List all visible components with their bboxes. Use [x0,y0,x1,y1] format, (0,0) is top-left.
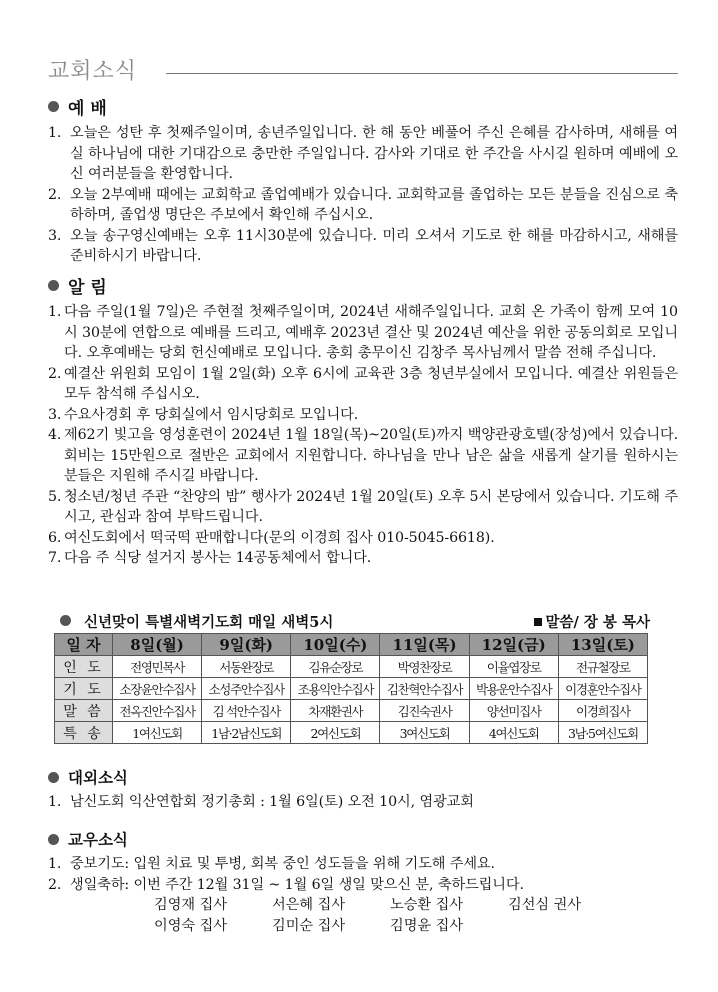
birthday-names [154,895,678,936]
external-heading [48,766,678,788]
column-header: 13일(토) [558,634,647,656]
table-cell: 소성주안수집사 [202,678,291,700]
table-cell: 이율엽장로 [469,656,558,678]
table-header-row [55,634,648,656]
list-item-text: 수요사경회 후 당회실에서 임시당회로 모입니다. [64,406,359,423]
list-item: 4. 제62기 빛고을 영성훈련이 2024년 1월 18일(목)~20일(토)까지 백양관광호텔(장성)에서 있습니다. 회비는 15만원으로 절반은 교회에서 지원합니다. 하나님을 만나 남은 삶을 새롭게 살기를 원하시는 분들은 지원해 주시길 바랍니다. [48,425,678,487]
table-cell: 1여신도회 [113,722,202,744]
bullet-icon [48,280,59,291]
list-item-text: 청소년/청년 주관 “찬양의 밤” 행사가 2024년 1월 20일(토) 오후 5시 본당에서 있습니다. 기도해 주시고, 관심과 참여 부탁드립니다. [64,488,678,525]
table-cell: 김진숙권사 [380,700,469,722]
list-item: 3. 수요사경회 후 당회실에서 임시당회로 모입니다. [48,405,678,426]
list-item-text: 제62기 빛고을 영성훈련이 2024년 1월 18일(목)~20일(토)까지 백양관광호텔(장성)에서 있습니다. 회비는 15만원으로 절반은 교회에서 지원합니다. 하나님을 만나 남은 삶을 새롭게 살기를 원하시는 분들은 지원해 주시길 바랍니다. [64,427,678,484]
table-cell: 박영찬장로 [380,656,469,678]
birthday-name: 노승환 집사 [390,897,464,913]
birthday-name: 김선심 권사 [508,897,582,913]
column-header: 일 자 [55,634,113,656]
list-item: 5. 청소년/청년 주관 “찬양의 밤” 행사가 2024년 1월 20일(토) 오후 5시 본당에서 있습니다. 기도해 주시고, 관심과 참여 부탁드립니다. [48,487,678,528]
members-heading-label: 교우소식 [68,830,128,849]
table-cell: 조용익안수집사 [291,678,380,700]
bullet-icon [60,615,71,626]
table-cell: 3여신도회 [380,722,469,744]
page-title: 교회소식 [48,59,138,84]
table-cell: 김 석안수집사 [202,700,291,722]
row-label: 말 씀 [55,700,113,722]
row-label: 인 도 [55,656,113,678]
list-item: 2. 오늘 2부예배 때에는 교회학교 졸업예배가 있습니다. 교회학교를 졸업하는 모든 분들을 진심으로 축하하며, 졸업생 명단은 주보에서 확인해 주십시오. [48,185,678,226]
list-item: 1. 오늘은 성탄 후 첫째주일이며, 송년주일입니다. 한 해 동안 베풀어 주신 은혜를 감사하며, 새해를 여실 하나님에 대한 기대감으로 충만한 주일입니다. 감사와 기대로 한 주간을 사시길 원하며 예배에 오신 여러분들을 환영합니다. [48,123,678,185]
external-list [48,792,678,813]
table-cell: 이경훈안수집사 [558,678,647,700]
schedule-title: 신년맞이 특별새벽기도회 매일 새벽5시 [84,614,334,631]
table-cell: 박용운안수집사 [469,678,558,700]
members-section [48,828,678,936]
birthday-name: 이영숙 집사 [154,917,228,934]
list-item: 6. 여신도회에서 떡국떡 판매합니다(문의 이경희 집사 010-5045-6618). [48,528,678,549]
list-item-text: 생일축하: 이번 주간 12월 31일 ~ 1월 6일 생일 맞으신 분, 축하드립니다. [70,876,524,893]
members-list [48,854,678,895]
schedule-header [60,611,650,631]
list-item: 1. 중보기도: 입원 치료 및 투병, 회복 중인 성도들을 위해 기도해 주세요. [48,854,678,875]
notice-list [48,302,678,569]
list-item-text: 다음 주일(1월 7일)은 주현절 첫째주일이며, 2024년 새해주일입니다. 교회 온 가족이 함께 모여 10시 30분에 연합으로 예배를 드리고, 예배후 2023년 결산 및 2024년 예산을 위한 공동의회로 모입니다. 오후예배는 당회 헌신예배로 모입니다. 총회 총무이신 김창주 목사님께서 말씀 전해 주십니다. [64,304,678,361]
table-cell: 김유순장로 [291,656,380,678]
external-heading-label: 대외소식 [68,768,128,787]
list-item: 2. 예결산 위원회 모임이 1월 2일(화) 오후 6시에 교육관 3층 청년부실에서 모입니다. 예결산 위원들은 모두 참석해 주십시오. [48,364,678,405]
row-label: 특 송 [55,722,113,744]
table-row [55,678,648,700]
notice-heading [48,273,678,298]
table-cell: 2여신도회 [291,722,380,744]
table-cell: 양선미집사 [469,700,558,722]
list-item-text: 예결산 위원회 모임이 1월 2일(화) 오후 6시에 교육관 3층 청년부실에서 모입니다. 예결산 위원들은 모두 참석해 주십시오. [64,365,678,402]
header-divider [166,73,678,74]
table-cell: 전옥진안수집사 [113,700,202,722]
column-header: 11일(목) [380,634,469,656]
table-cell: 전규철장로 [558,656,647,678]
birthday-name: 김명윤 집사 [390,917,464,934]
list-item: 1. 다음 주일(1월 7일)은 주현절 첫째주일이며, 2024년 새해주일입니다. 교회 온 가족이 함께 모여 10시 30분에 연합으로 예배를 드리고, 예배후 2023년 결산 및 2024년 예산을 위한 공동의회로 모입니다. 오후예배는 당회 헌신예배로 모입니다. 총회 총무이신 김창주 목사님께서 말씀 전해 주십니다. [48,302,678,364]
birthday-name: 김미순 집사 [272,917,346,934]
notice-heading-label: 알 림 [68,278,107,298]
table-cell: 서동완장로 [202,656,291,678]
members-heading [48,828,678,850]
table-row [55,700,648,722]
list-item-text: 중보기도: 입원 치료 및 투병, 회복 중인 성도들을 위해 기도해 주세요. [70,856,495,872]
column-header: 8일(월) [113,634,202,656]
column-header: 12일(금) [469,634,558,656]
column-header: 10일(수) [291,634,380,656]
notice-section [48,273,678,569]
worship-heading-label: 예 배 [68,99,107,119]
list-item-text: 오늘은 성탄 후 첫째주일이며, 송년주일입니다. 한 해 동안 베풀어 주신 은혜를 감사하며, 새해를 여실 하나님에 대한 기대감으로 충만한 주일입니다. 감사와 기대로 한 주간을 사시길 원하며 예배에 오신 여러분들을 환영합니다. [70,125,678,182]
table-cell: 전영민목사 [113,656,202,678]
list-item-text: 여신도회에서 떡국떡 판매합니다(문의 이경희 집사 010-5045-6618). [64,529,495,546]
bullet-icon [48,101,59,112]
column-header: 9일(화) [202,634,291,656]
bullet-icon [48,772,59,783]
table-cell: 차재환권사 [291,700,380,722]
bullet-icon [48,834,59,845]
list-item: 7. 다음 주 식당 설거지 봉사는 14공동체에서 합니다. [48,548,678,569]
table-cell: 김찬혁안수집사 [380,678,469,700]
birthday-name: 서은혜 집사 [272,897,346,913]
table-cell: 이경희집사 [558,700,647,722]
table-cell: 3남·5여신도회 [558,722,647,744]
table-cell: 소장윤안수집사 [113,678,202,700]
worship-heading [48,94,678,119]
table-cell: 4여신도회 [469,722,558,744]
row-label: 기 도 [55,678,113,700]
page-header [48,54,678,86]
schedule-preacher: 말씀/ 장 봉 목사 [534,611,650,632]
schedule-table [54,633,648,744]
table-row [55,656,648,678]
external-section [48,766,678,813]
table-cell: 1남·2남신도회 [202,722,291,744]
worship-section [48,94,678,267]
worship-list [48,123,678,267]
list-item: 1. 남신도회 익산연합회 정기총회 : 1월 6일(토) 오전 10시, 염광교회 [48,792,678,813]
list-item-text: 남신도회 익산연합회 정기총회 : 1월 6일(토) 오전 10시, 염광교회 [70,794,474,810]
list-item: 3. 오늘 송구영신예배는 오후 11시30분에 있습니다. 미리 오셔서 기도로 한 해를 마감하시고, 새해를 준비하시기 바랍니다. [48,226,678,267]
birthday-name: 김영재 집사 [154,897,228,913]
list-item-text: 오늘 송구영신예배는 오후 11시30분에 있습니다. 미리 오셔서 기도로 한 해를 마감하시고, 새해를 준비하시기 바랍니다. [70,227,678,264]
list-item-text: 다음 주 식당 설거지 봉사는 14공동체에서 합니다. [64,550,372,566]
square-bullet-icon [534,618,542,626]
list-item: 2. 생일축하: 이번 주간 12월 31일 ~ 1월 6일 생일 맞으신 분, 축하드립니다. [48,875,678,896]
list-item-text: 오늘 2부예배 때에는 교회학교 졸업예배가 있습니다. 교회학교를 졸업하는 모든 분들을 진심으로 축하하며, 졸업생 명단은 주보에서 확인해 주십시오. [70,186,678,223]
table-row [55,722,648,744]
